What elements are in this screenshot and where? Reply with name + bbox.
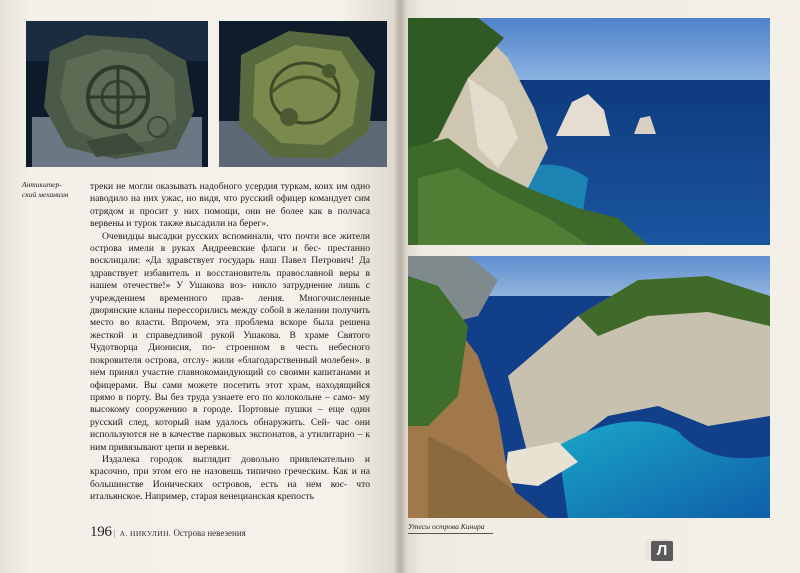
text-line: Вы сами можете посетить этот храм, находящийся прямо <box>90 379 370 403</box>
caption-rule <box>408 533 493 534</box>
text-line: жители острова имели в руках Андреевские флаги и бес- <box>90 230 370 255</box>
caption-line: Антикитер- <box>22 180 62 189</box>
cove-photo <box>408 256 770 518</box>
page-footer <box>90 524 246 541</box>
text-line: им одно наводило на них ужас, но видя, что русский офицер <box>90 181 371 205</box>
text-line: между собой в желании получить место во власти. Впрочем, <box>90 305 370 329</box>
text-line: один русский след, который нам удалось обнаружить. Сей- <box>90 404 370 428</box>
text-line: час они используются не в качестве парковых экспонатов, <box>90 416 370 441</box>
page-number: 196 <box>90 524 112 540</box>
text-line: а утилитарно – к ним привязывают цепи и веревки. <box>90 429 371 453</box>
text-line: ления. Многочисленные дворянские кланы перессорились <box>90 292 370 317</box>
paragraph-1 <box>90 181 370 231</box>
book-gutter <box>393 0 407 573</box>
text-line: Как и на большинстве Ионических островов, есть на нем коє- <box>90 466 370 490</box>
mechanism-photo-2 <box>219 21 387 167</box>
text-line: православной веры в нашем отечестве!» У Ушакова воз- <box>90 267 370 292</box>
text-line: в порту. Вы без труда узнаете его по колокольне – само- <box>118 391 356 403</box>
text-line: командует сим отрядом и просит у них помощи, они не более <box>90 193 370 217</box>
text-line: как в полчаса вервены и турок также высадили на берег». <box>90 205 370 230</box>
text-line: треки не могли оказывать надобного усердия туркам, коих <box>90 181 334 192</box>
caption-line: ский механизм <box>22 190 69 199</box>
text-line: и красочно, при этом его не назовешь типично греческим. <box>90 453 370 478</box>
footer-separator: | <box>113 528 116 538</box>
text-line: престанно восклицали: «Да здравствует государь наш Павел <box>90 243 370 267</box>
text-line: жили «благодарственный молебен». в нем принял участие <box>90 354 370 379</box>
text-line: никло затруднение лишь с учреждением временного прав- <box>90 280 370 304</box>
cove-caption <box>408 522 528 532</box>
mechanism-photo-1 <box>26 21 208 167</box>
footer-book-title: Острова невезения <box>173 528 246 538</box>
text-line: строенном в честь небесного покровителя острова, отслу- <box>90 342 370 366</box>
text-line: Очевидцы высадки русских вспоминали, что почти все <box>102 230 337 242</box>
cliffs-photo <box>408 18 770 245</box>
text-line: му высокому сооружению в городе. Портовые пушки – еще <box>90 391 370 416</box>
paragraph-2 <box>90 231 370 454</box>
body-text <box>90 181 370 504</box>
publisher-logo: Л <box>651 541 673 561</box>
footer-author: А. НИКУЛИН. <box>119 529 172 538</box>
paragraph-3 <box>90 454 370 504</box>
text-line: рукой Ушакова. В храме Святого Чудотворца Дионисия, по- <box>90 329 370 354</box>
text-line: эта проблема вскоре была решена жесткой и справедливой <box>90 317 370 341</box>
caption-line: Утесы острова Кинира <box>408 522 485 531</box>
text-line: что итальянское. Например, старая венецианская крепость <box>90 478 370 503</box>
mechanism-caption <box>22 180 86 200</box>
text-line: Петрович! Да здравствует избавитель и восстановитель <box>90 255 370 279</box>
text-line: Издалека городок выглядит довольно привлекательно <box>102 453 355 465</box>
text-line: главнокомандующий со своими капитанами и офицерами. <box>90 367 370 391</box>
